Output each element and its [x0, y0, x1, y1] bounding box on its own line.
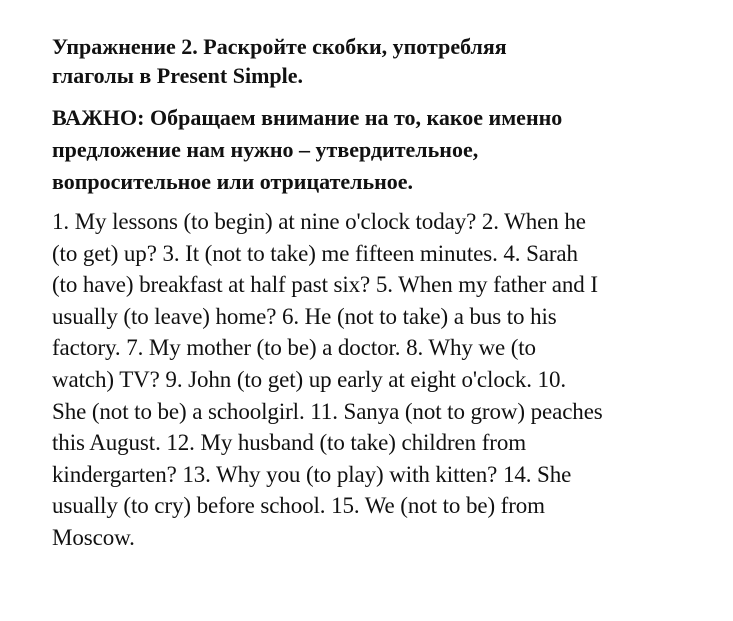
sentence-line: usually (to cry) before school. 15. We (not to be) from — [52, 493, 545, 519]
sentence-line: She (not to be) a schoolgirl. 11. Sanya (not to grow) peaches — [52, 398, 603, 424]
exercise-title — [52, 32, 702, 90]
exercise-title-line: Упражнение 2. Раскройте скобки, употребляя — [52, 34, 507, 59]
sentence-line: factory. 7. My mother (to be) a doctor. 8. Why we (to — [52, 335, 536, 361]
sentence-line: Moscow. — [52, 524, 135, 550]
important-note — [52, 102, 702, 198]
sentence-line: kindergarten? 13. Why you (to play) with kitten? 14. She — [52, 461, 572, 487]
sentence-line: 1. My lessons (to begin) at nine o'clock today? 2. When he — [52, 209, 586, 234]
sentence-line: watch) TV? 9. John (to get) up early at eight o'clock. 10. — [52, 366, 566, 392]
exercise-page — [52, 32, 702, 554]
important-note-line: предложение нам нужно – утвердительное, — [52, 137, 479, 162]
sentence-line: (to get) up? 3. It (not to take) me fifteen minutes. 4. Sarah — [52, 240, 578, 266]
sentence-line: this August. 12. My husband (to take) children from — [52, 430, 527, 456]
exercise-sentences — [52, 206, 702, 554]
exercise-title-line: глаголы в Present Simple. — [52, 63, 304, 88]
sentence-line: (to have) breakfast at half past six? 5. When my father and I — [52, 272, 598, 298]
important-note-line: ВАЖНО: Обращаем внимание на то, какое именно — [52, 105, 563, 130]
important-note-line: вопросительное или отрицательное. — [52, 169, 414, 194]
sentence-line: usually (to leave) home? 6. He (not to take) a bus to his — [52, 303, 557, 329]
